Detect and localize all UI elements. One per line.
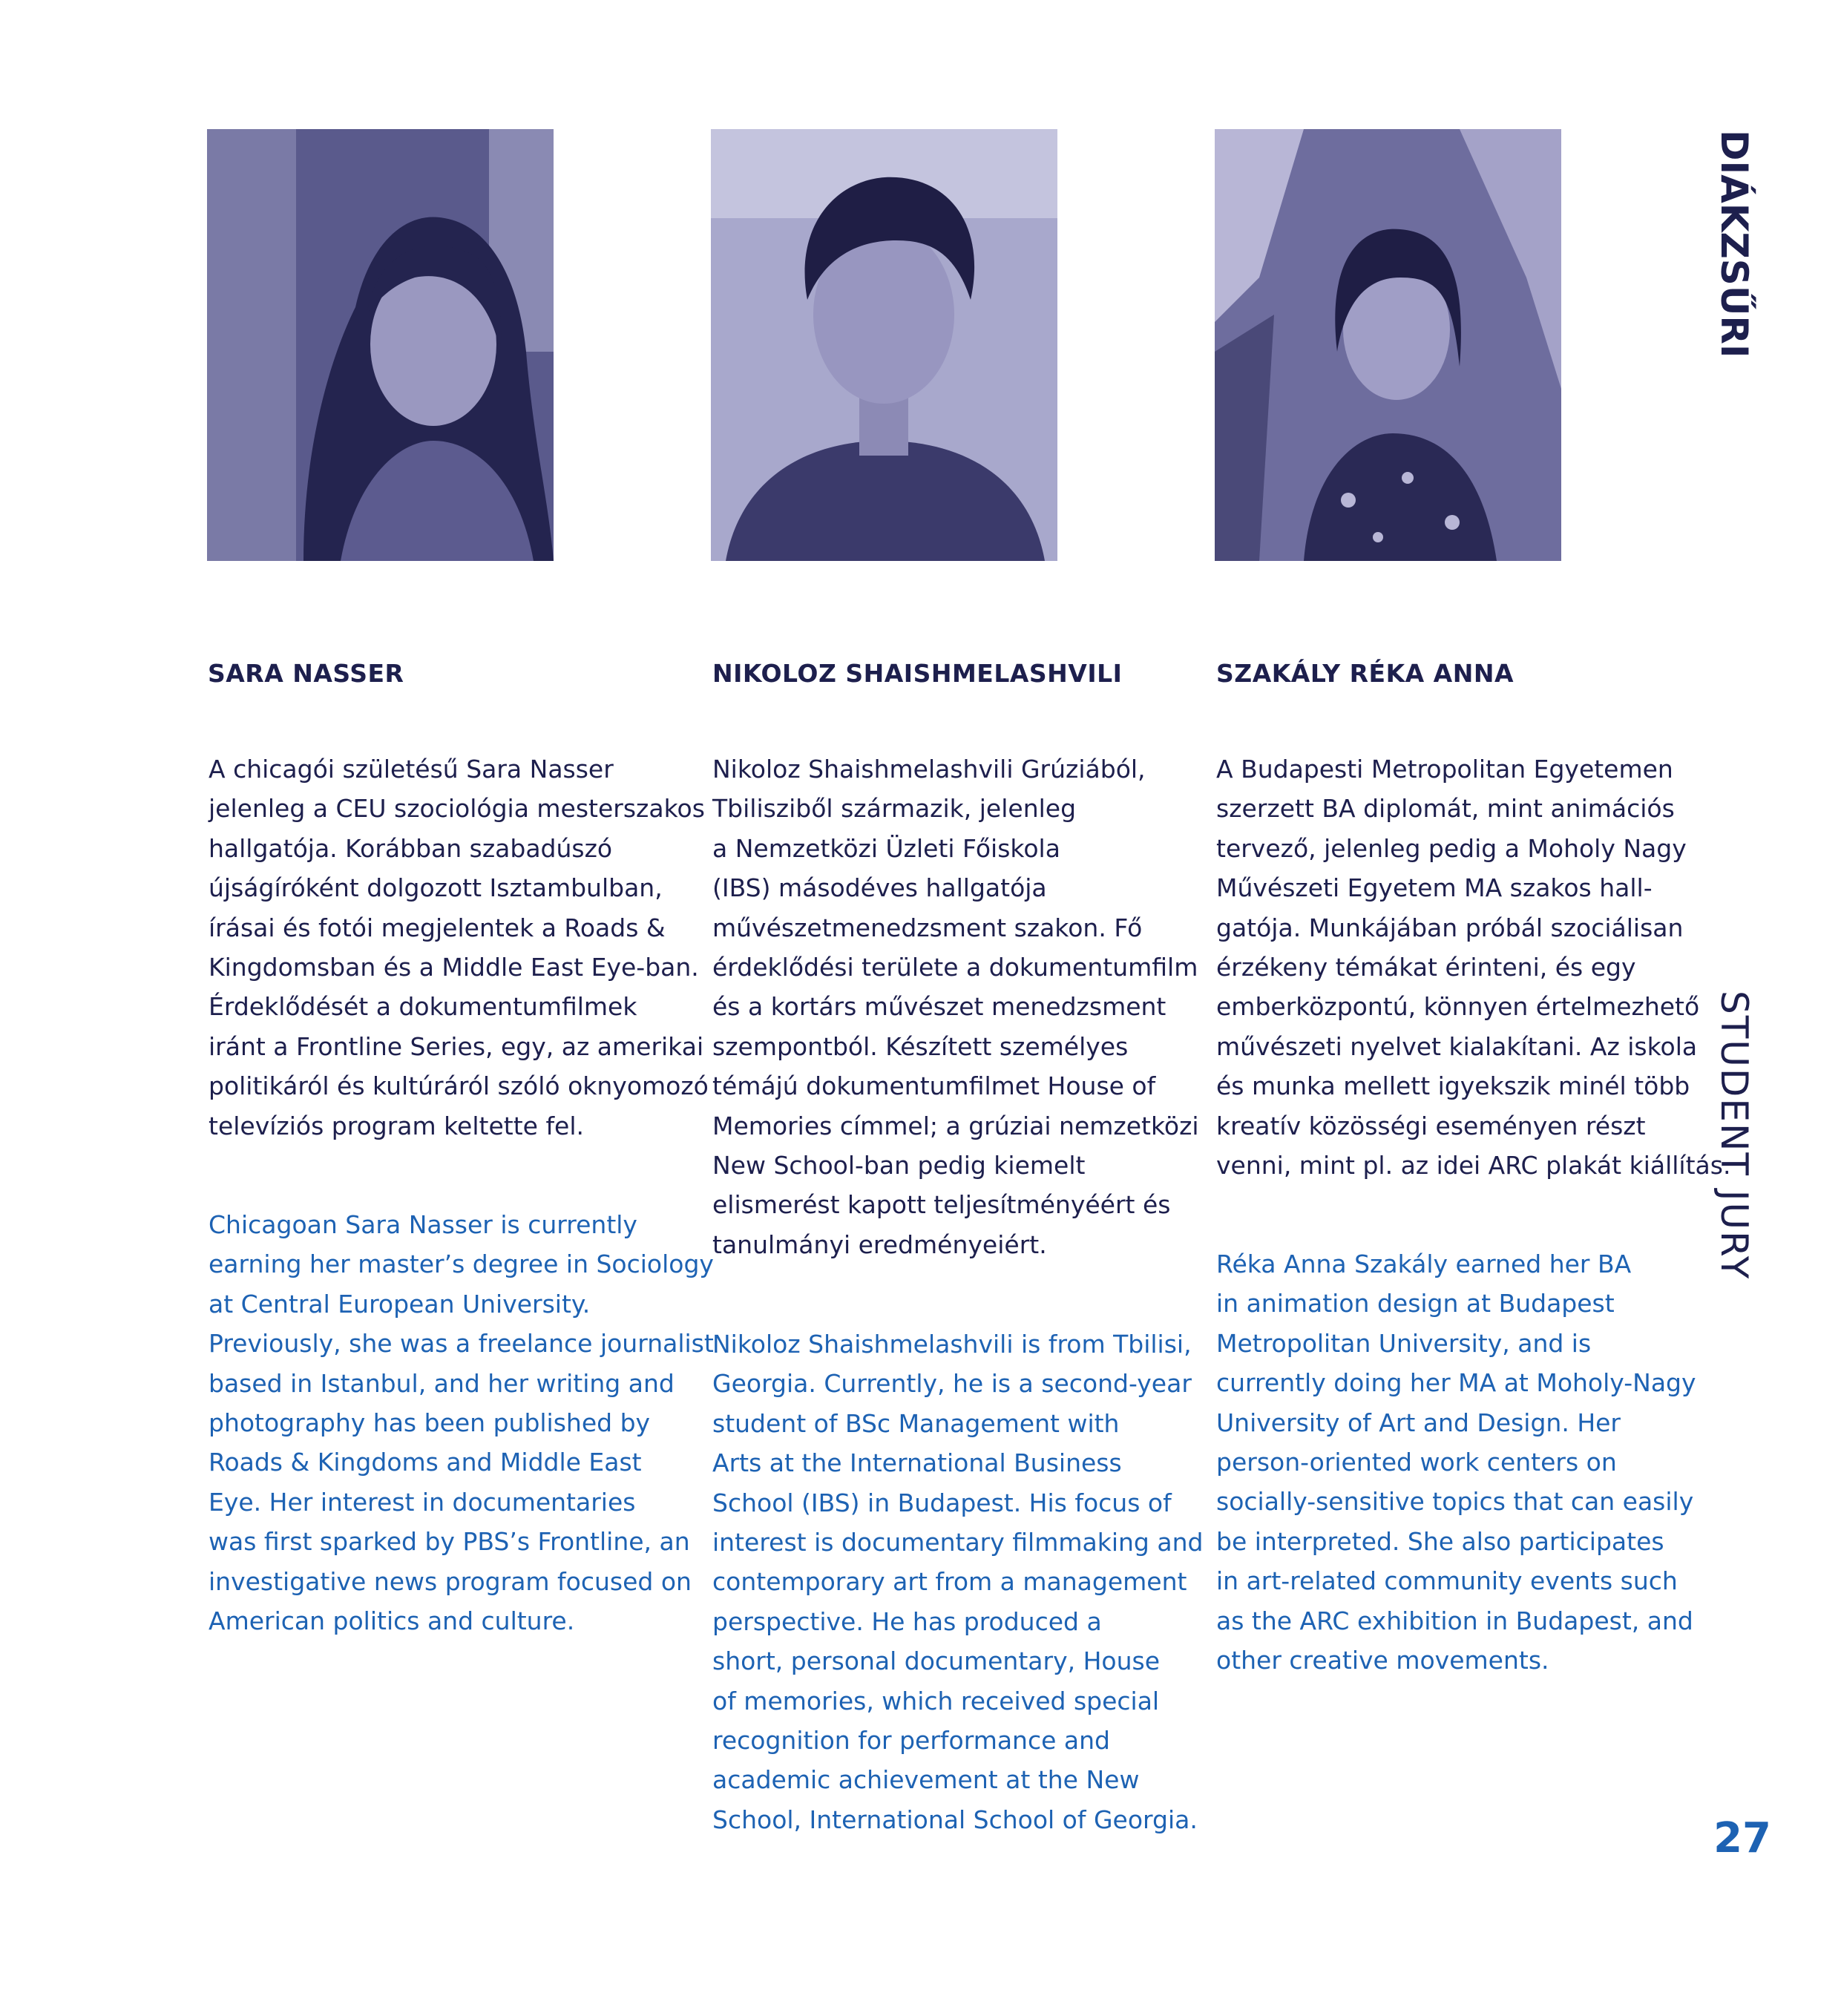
portrait-photo-sara-nasser bbox=[207, 129, 554, 561]
portrait-photo-szakaly-reka-anna bbox=[1215, 129, 1561, 561]
juror-bio-english: Nikoloz Shaishmelashvili is from Tbilisi, Georgia. Currently, he is a second-year student of BSc Management with Arts at the International Business School (IBS) in Budapest. His focus of interest is documentary filmmaking and contemporary art from a management perspective. He has produced a short, personal documentary, House of memories, which received special recognition for performance and academic achievement at the New School, International School of Georgia. bbox=[712, 1330, 1204, 1834]
juror-name: NIKOLOZ SHAISHMELASHVILI bbox=[712, 659, 1123, 688]
page-number: 27 bbox=[1713, 1814, 1771, 1862]
juror-bio-english: Chicagoan Sara Nasser is currently earning her master’s degree in Sociology at Central European University. Previously, she was a freelance journalist based in Istanbul, and her writing and photography has been published by Roads & Kingdoms and Middle East Eye. Her interest in documentaries was first sparked by PBS’s Frontline, an investigative news program focused on American politics and culture. bbox=[209, 1210, 714, 1636]
section-title-english bbox=[1707, 991, 1766, 1281]
juror-bio-hungarian: Nikoloz Shaishmelashvili Grúziából, Tbilisziből származik, jelenleg a Nemzetközi Üzleti Főiskola (IBS) másodéves hallgatója művészetmenedzsment szakon. Fő érdeklődési területe a dokumentumfilm és a kortárs művészet menedzsment szempontból. Készített személyes témájú dokumentumfilmet House of Memories címmel; a grúziai nemzetközi New School-ban pedig kiemelt elismerést kapott teljesítményéért és tanulmányi eredményeiért. bbox=[712, 755, 1199, 1259]
juror-name: SARA NASSER bbox=[208, 659, 404, 688]
section-title-hungarian-text: DIÁKZSŰRI bbox=[1713, 130, 1756, 358]
portrait-photo-nikoloz-shaishmelashvili bbox=[711, 129, 1057, 561]
section-title-hungarian bbox=[1707, 130, 1766, 358]
juror-bio-hungarian: A chicagói születésű Sara Nasser jelenleg a CEU szociológia mesterszakos hallgatója. Korábban szabadúszó újságíróként dolgozott Isztambulban, írásai és fotói megjelentek a Roads & Kingdomsban és a Middle East Eye-ban. Érdeklődését a dokumentumfilmek iránt a Frontline Series, egy, az amerikai politikáról és kultúráról szóló oknyomozó televíziós program keltette fel. bbox=[209, 755, 709, 1140]
section-title-english-text: STUDENT JURY bbox=[1713, 991, 1756, 1281]
juror-bio-english: Réka Anna Szakály earned her BA in animation design at Budapest Metropolitan University, and is currently doing her MA at Moholy-Nagy University of Art and Design. Her person-oriented work centers on socially-sensitive topics that can easily be interpreted. She also participates in art-related community events such as the ARC exhibition in Budapest, and other creative movements. bbox=[1216, 1250, 1696, 1675]
juror-bio-hungarian: A Budapesti Metropolitan Egyetemen szerzett BA diplomát, mint animációs tervező, jelenleg pedig a Moholy Nagy Művészeti Egyetem MA szakos hall- gatója. Munkájában próbál szociálisan érzékeny témákat érinteni, és egy emberközpontú, könnyen értelmezhető művészeti nyelvet kialakítani. Az iskola és munka mellett igyekszik minél több kreatív közösségi eseményen részt venni, mint pl. az idei ARC plakát kiállítás. bbox=[1216, 755, 1731, 1181]
juror-name: SZAKÁLY RÉKA ANNA bbox=[1216, 659, 1514, 688]
